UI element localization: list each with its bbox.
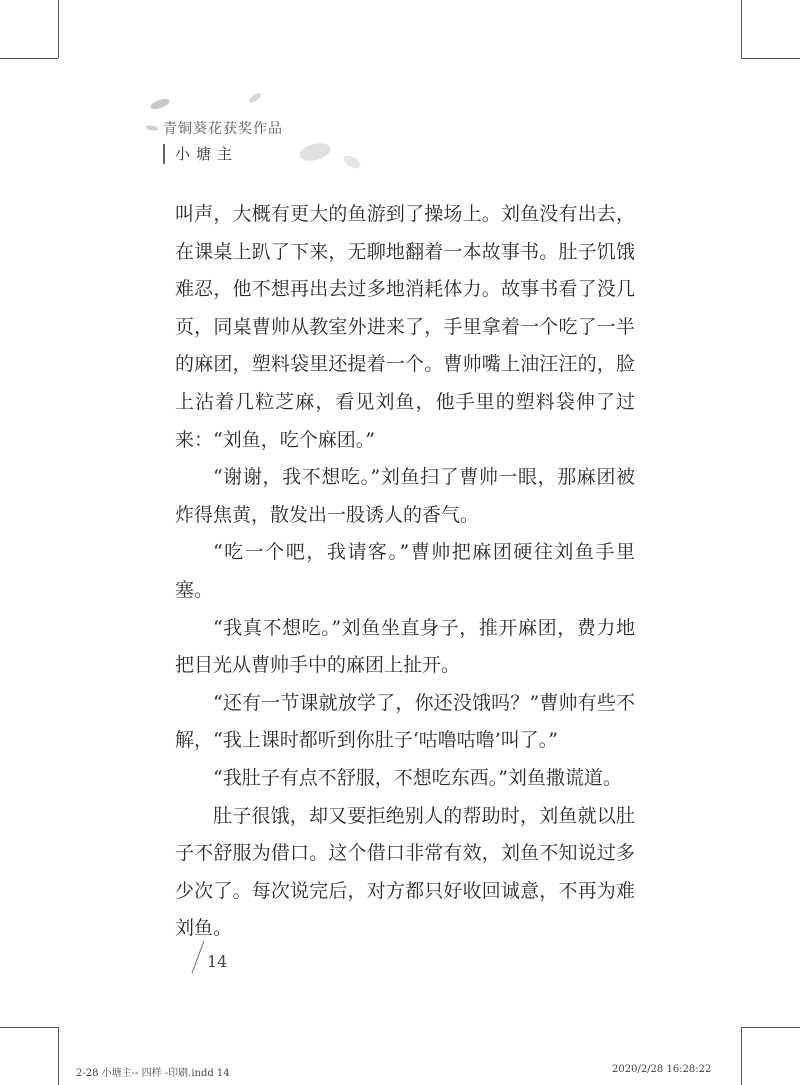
crop-mark-bottom-left-v: [58, 1027, 59, 1085]
crop-mark-top-right-h: [741, 58, 800, 59]
header-divider: [163, 144, 165, 164]
paragraph: “谢谢，我不想吃。”刘鱼扫了曹帅一眼，那麻团被炸得焦黄，散发出一股诱人的香气。: [175, 466, 635, 526]
crop-mark-bottom-right-v: [741, 1027, 742, 1085]
crop-mark-top-left-v: [58, 0, 59, 58]
paragraph: 叫声，大概有更大的鱼游到了操场上。刘鱼没有出去，在课桌上趴了下来，无聊地翻着一本故事书。肚子饥饿难忍，他不想再出去过多地消耗体力。故事书看了没几页，同桌曹帅从教室外进来了，手里拿着一个吃了一半的麻团，塑料袋里还提着一个。曹帅嘴上油汪汪的，脸上沾着几粒芝麻，看见刘鱼，他手里的塑料袋伸了过来：“刘鱼，吃个麻团。”: [175, 203, 635, 451]
crop-mark-bottom-left-h: [0, 1027, 58, 1028]
paragraph: “还有一节课就放学了，你还没饿吗？”曹帅有些不解，“我上课时都听到你肚子‘咕噜咕噜’叫了。”: [175, 691, 635, 752]
page-number: 14: [207, 952, 228, 971]
print-file-info: 2-28 小塘主-- 四样 -印刷.indd 14: [76, 1068, 230, 1079]
crop-mark-top-right-v: [741, 0, 742, 58]
paragraph: “我肚子有点不舒服，不想吃东西。”刘鱼撒谎道。: [213, 766, 622, 789]
series-title: 青铜葵花获奖作品: [163, 121, 283, 137]
crop-mark-bottom-right-h: [741, 1027, 800, 1028]
print-timestamp: 2020/2/28 16:28:22: [612, 1064, 712, 1075]
book-title: 小塘主: [175, 145, 239, 163]
paragraph: “我真不想吃。”刘鱼坐直身子，推开麻团，费力地把目光从曹帅手中的麻团上扯开。: [175, 616, 635, 677]
crop-mark-top-left-h: [0, 58, 58, 59]
paragraph: “吃一个吧，我请客。”曹帅把麻团硬往刘鱼手里塞。: [175, 541, 635, 601]
running-header: [163, 118, 283, 164]
paragraph: 肚子很饿，却又要拒绝别人的帮助时，刘鱼就以肚子不舒服为借口。这个借口非常有效，刘鱼不知说过多少次了。每次说完后，对方都只好收回诚意，不再为难刘鱼。: [175, 804, 635, 940]
page-number-slash-icon: [190, 940, 206, 974]
body-text: [175, 196, 635, 948]
